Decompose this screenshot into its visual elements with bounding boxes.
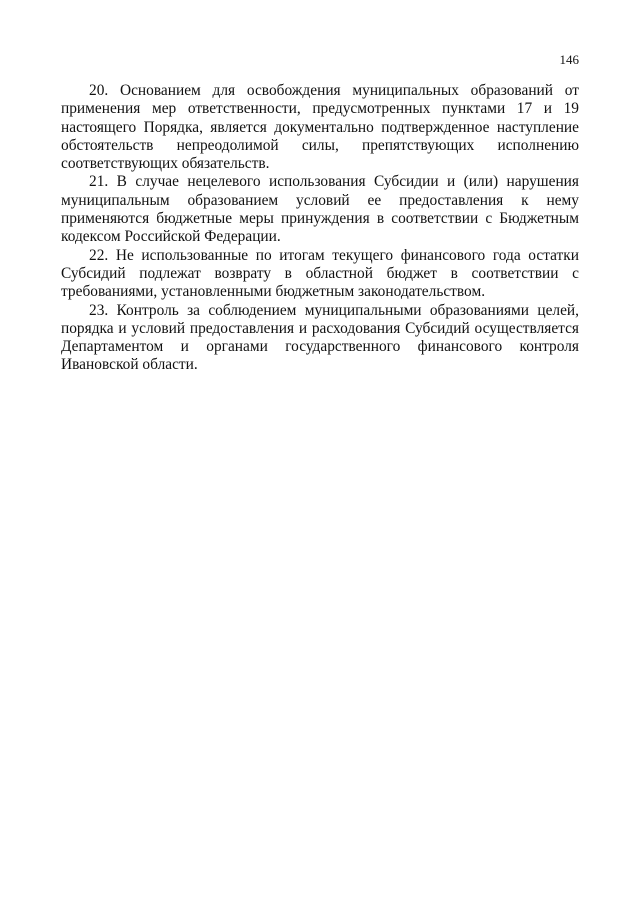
page-number: 146 <box>559 52 579 67</box>
paragraph-21: 21. В случае нецелевого использования Субсидии и (или) нарушения муниципальным образованием условий ее предоставления к нему применяются бюджетные меры принуждения в соответствии с Бюджетным кодексом Российской Федерации. <box>61 173 579 246</box>
paragraph-23: 23. Контроль за соблюдением муниципальными образованиями целей, порядка и условий предоставления и расходования Субсидий осуществляется Департаментом и органами государственного финансового контроля Ивановской области. <box>61 301 579 374</box>
document-body <box>61 82 579 375</box>
paragraph-22: 22. Не использованные по итогам текущего финансового года остатки Субсидий подлежат возврату в областной бюджет в соответствии с требованиями, установленными бюджетным законодательством. <box>61 246 579 301</box>
paragraph-20: 20. Основанием для освобождения муниципальных образований от применения мер ответственности, предусмотренных пунктами 17 и 19 настоящего Порядка, является документально подтвержденное наступление обстоятельств непреодолимой силы, препятствующих исполнению соответствующих обязательств. <box>61 82 579 173</box>
